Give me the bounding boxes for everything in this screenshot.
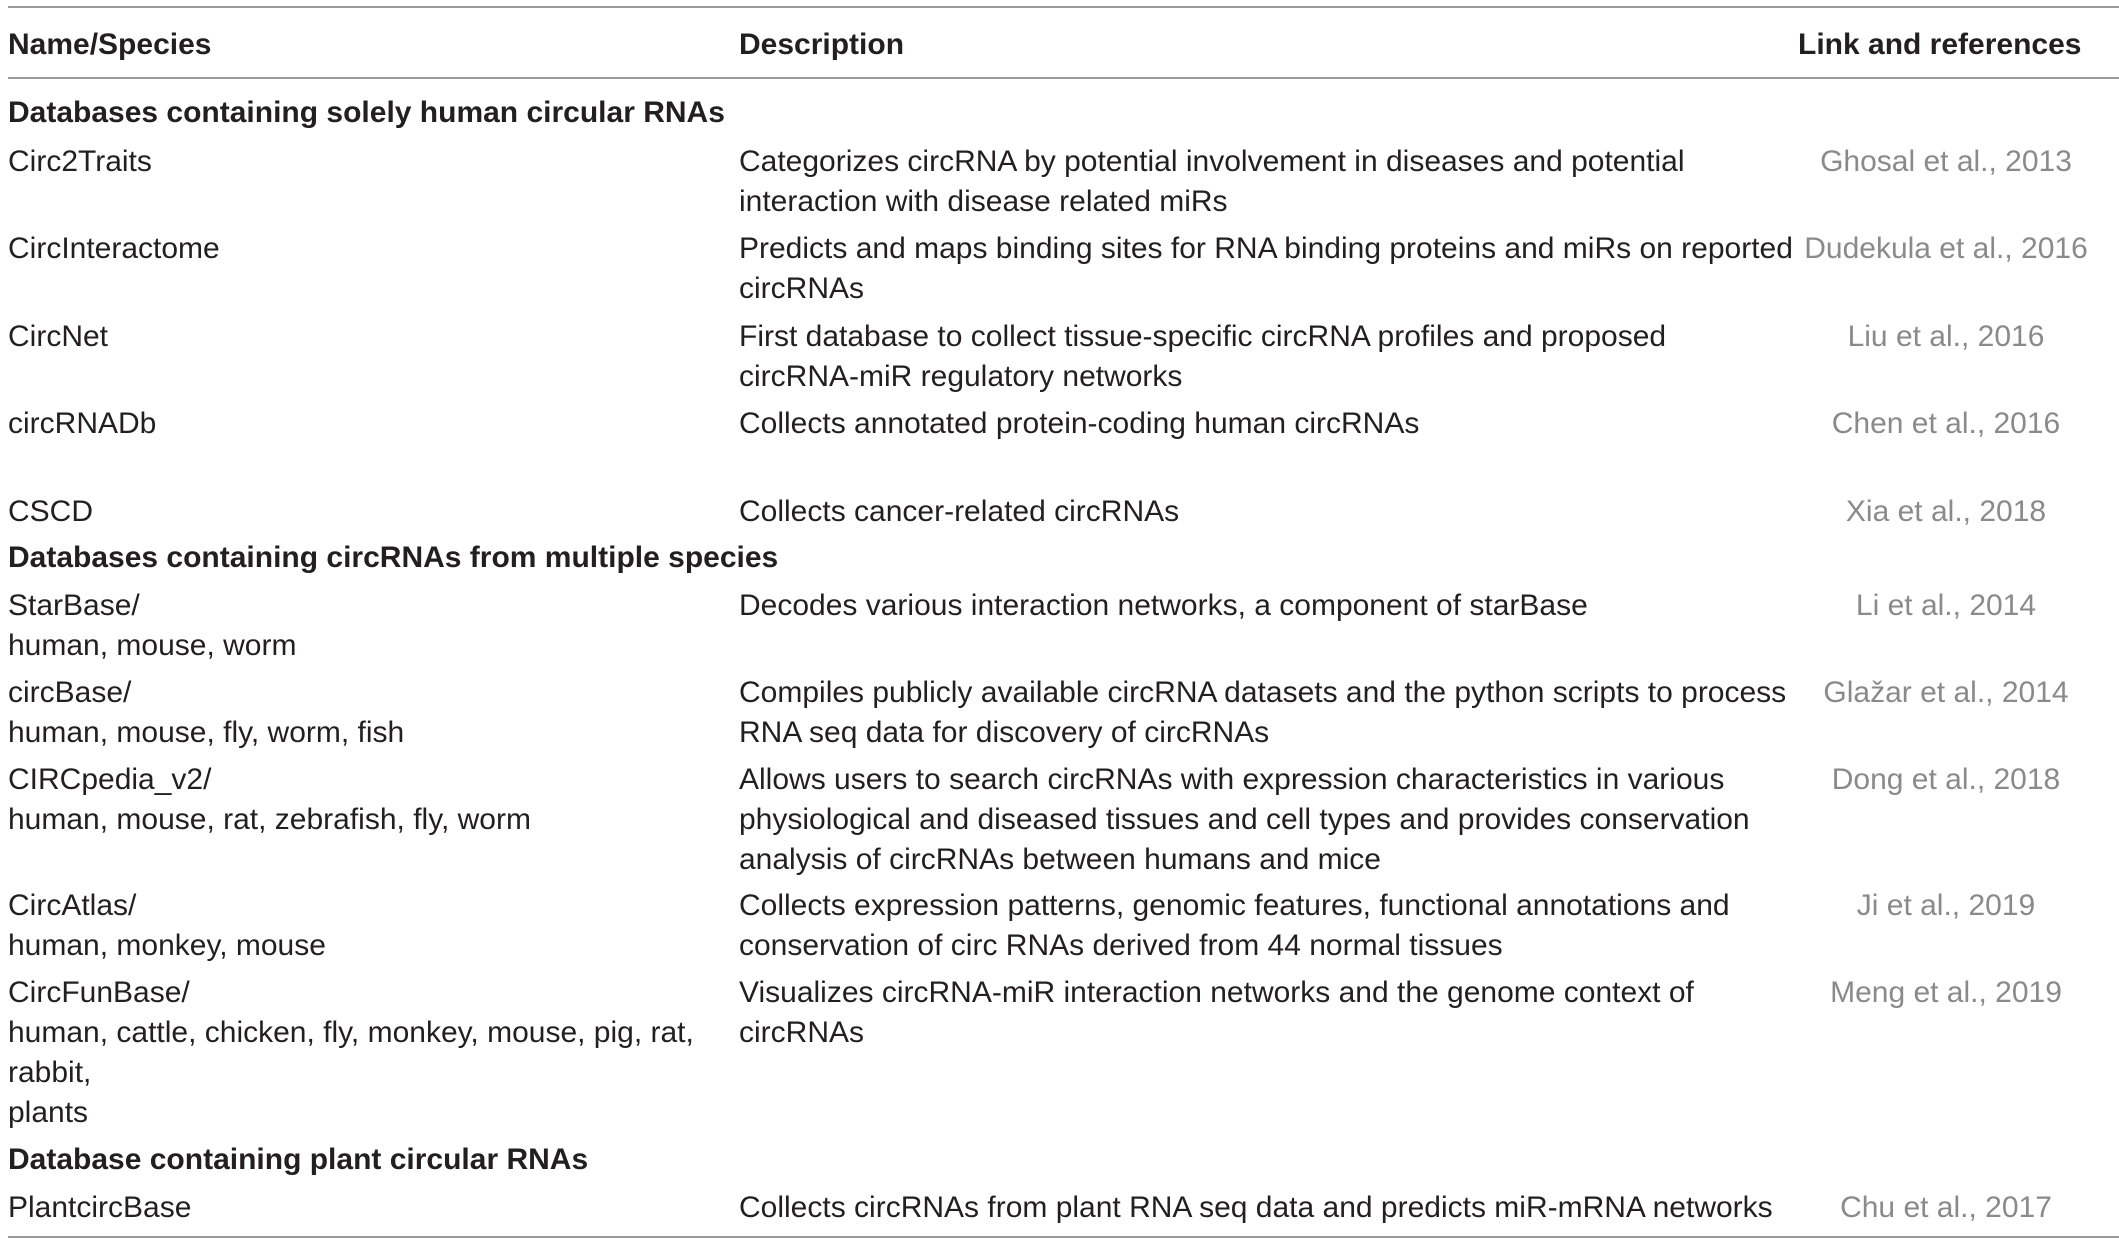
description-line: Categorizes circRNA by potential involvement in diseases and potential bbox=[739, 145, 1685, 178]
name-line: human, mouse, rat, zebrafish, fly, worm bbox=[8, 803, 531, 836]
name-cell bbox=[8, 760, 708, 840]
name-line: CSCD bbox=[8, 495, 94, 528]
description-line: conservation of circ RNAs derived from 44 normal tissues bbox=[739, 929, 1503, 962]
name-cell bbox=[8, 1188, 708, 1228]
name-cell bbox=[8, 142, 708, 182]
table-bottom-rule bbox=[8, 1236, 2119, 1238]
reference-link[interactable]: Liu et al., 2016 bbox=[1847, 320, 2045, 353]
reference-link[interactable]: Dudekula et al., 2016 bbox=[1804, 232, 2088, 265]
description-cell bbox=[739, 142, 1779, 222]
name-cell bbox=[8, 229, 708, 269]
description-cell bbox=[739, 1188, 1779, 1228]
description-line: Decodes various interaction networks, a component of starBase bbox=[739, 589, 1588, 622]
table-header-row bbox=[8, 6, 2119, 78]
description-cell bbox=[739, 404, 1779, 444]
description-cell bbox=[739, 973, 1779, 1053]
name-cell bbox=[8, 492, 708, 532]
name-line: circBase/ bbox=[8, 676, 132, 709]
reference-link[interactable]: Glažar et al., 2014 bbox=[1823, 676, 2069, 709]
reference-link[interactable]: Ji et al., 2019 bbox=[1856, 889, 2036, 922]
name-cell bbox=[8, 317, 708, 357]
name-line: Circ2Traits bbox=[8, 145, 152, 178]
column-header-links: Link and references bbox=[1798, 28, 2082, 61]
section-heading: Databases containing circRNAs from multiple species bbox=[8, 541, 779, 574]
reference-link[interactable]: Ghosal et al., 2013 bbox=[1820, 145, 2072, 178]
description-line: Visualizes circRNA-miR interaction networks and the genome context of bbox=[739, 976, 1694, 1009]
description-cell bbox=[739, 760, 1779, 880]
name-line: circRNADb bbox=[8, 407, 157, 440]
name-line: CircInteractome bbox=[8, 232, 220, 265]
name-line: plants bbox=[8, 1096, 89, 1129]
description-cell bbox=[739, 886, 1779, 966]
name-line: human, mouse, worm bbox=[8, 629, 297, 662]
description-line: Collects annotated protein-coding human circRNAs bbox=[739, 407, 1420, 440]
section-heading: Database containing plant circular RNAs bbox=[8, 1143, 589, 1176]
name-line: human, cattle, chicken, fly, monkey, mouse, pig, rat, bbox=[8, 1016, 694, 1049]
name-cell bbox=[8, 886, 708, 966]
name-line: CircNet bbox=[8, 320, 109, 353]
description-line: circRNAs bbox=[739, 1016, 864, 1049]
section-heading: Databases containing solely human circular RNAs bbox=[8, 96, 725, 129]
name-cell bbox=[8, 673, 708, 753]
name-cell bbox=[8, 973, 708, 1133]
name-cell bbox=[8, 586, 708, 666]
name-cell bbox=[8, 404, 708, 444]
description-cell bbox=[739, 229, 1793, 309]
header-bottom-rule bbox=[8, 77, 2119, 79]
column-header-name: Name/Species bbox=[8, 28, 212, 61]
description-line: RNA seq data for discovery of circRNAs bbox=[739, 716, 1270, 749]
description-line: physiological and diseased tissues and cell types and provides conservation bbox=[739, 803, 1750, 836]
description-line: analysis of circRNAs between humans and mice bbox=[739, 843, 1381, 876]
reference-link[interactable]: Meng et al., 2019 bbox=[1830, 976, 2062, 1009]
description-line: Collects expression patterns, genomic features, functional annotations and bbox=[739, 889, 1730, 922]
description-cell bbox=[739, 492, 1779, 532]
description-line: Predicts and maps binding sites for RNA binding proteins and miRs on reported bbox=[739, 232, 1793, 265]
description-line: circRNA-miR regulatory networks bbox=[739, 360, 1183, 393]
name-line: human, mouse, fly, worm, fish bbox=[8, 716, 405, 749]
name-line: rabbit, bbox=[8, 1056, 92, 1089]
reference-link[interactable]: Li et al., 2014 bbox=[1855, 589, 2037, 622]
name-line: PlantcircBase bbox=[8, 1191, 192, 1224]
reference-link[interactable]: Chen et al., 2016 bbox=[1831, 407, 2061, 440]
reference-link[interactable]: Chu et al., 2017 bbox=[1840, 1191, 2052, 1224]
description-cell bbox=[739, 673, 1787, 753]
description-line: Compiles publicly available circRNA datasets and the python scripts to process bbox=[739, 676, 1787, 709]
description-cell bbox=[739, 586, 1779, 626]
description-line: Allows users to search circRNAs with expression characteristics in various bbox=[739, 763, 1725, 796]
description-line: Collects circRNAs from plant RNA seq data and predicts miR-mRNA networks bbox=[739, 1191, 1773, 1224]
name-line: CIRCpedia_v2/ bbox=[8, 763, 212, 796]
name-line: human, monkey, mouse bbox=[8, 929, 326, 962]
name-line: StarBase/ bbox=[8, 589, 140, 622]
column-header-description: Description bbox=[739, 28, 905, 61]
reference-link[interactable]: Xia et al., 2018 bbox=[1845, 495, 2047, 528]
description-line: interaction with disease related miRs bbox=[739, 185, 1228, 218]
name-line: CircAtlas/ bbox=[8, 889, 137, 922]
description-line: circRNAs bbox=[739, 272, 864, 305]
name-line: CircFunBase/ bbox=[8, 976, 190, 1009]
description-cell bbox=[739, 317, 1779, 397]
description-line: Collects cancer-related circRNAs bbox=[739, 495, 1180, 528]
description-line: First database to collect tissue-specific circRNA profiles and proposed bbox=[739, 320, 1667, 353]
reference-link[interactable]: Dong et al., 2018 bbox=[1831, 763, 2061, 796]
